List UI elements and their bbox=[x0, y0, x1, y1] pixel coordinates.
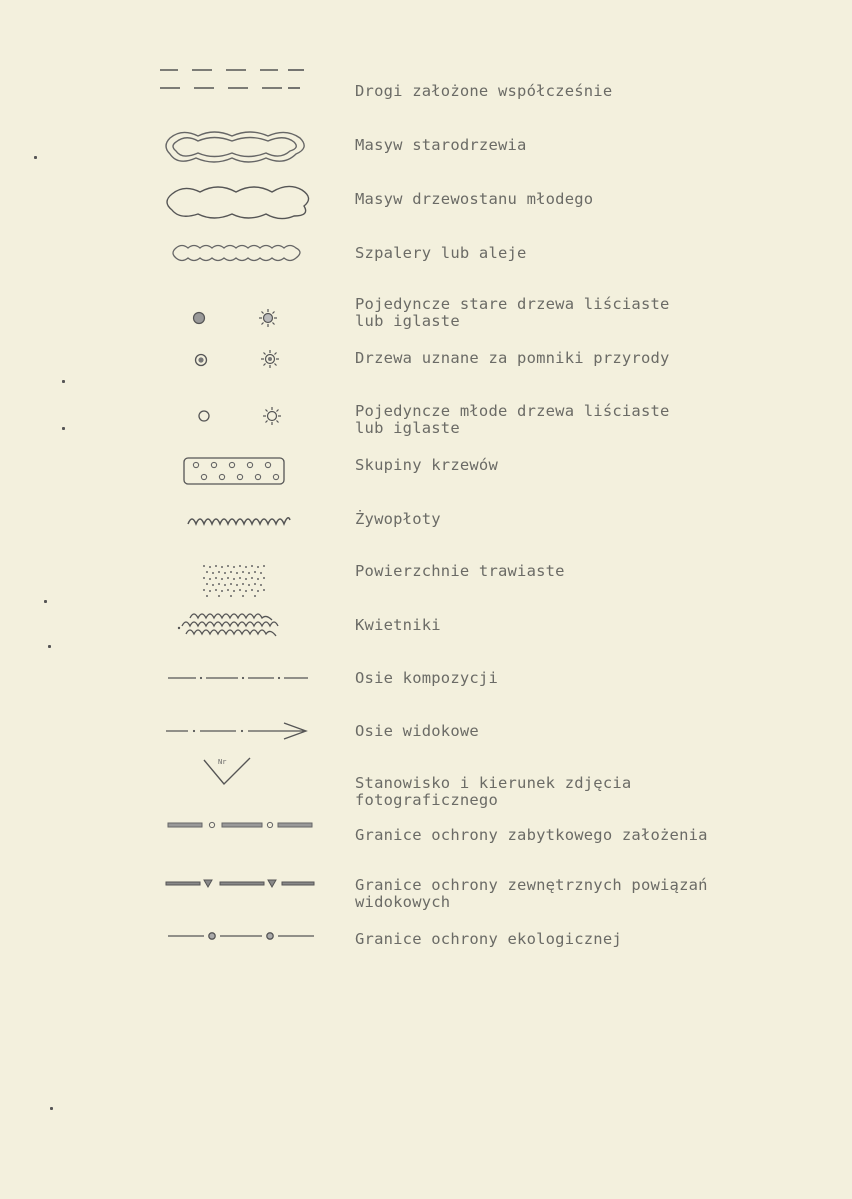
shrub-group-icon bbox=[182, 456, 290, 486]
composition-axis-icon bbox=[166, 672, 310, 684]
monument-protection-boundary-icon bbox=[166, 818, 316, 832]
legend-label: Granice ochrony zewnętrznych powiązań widokowych bbox=[355, 876, 708, 911]
ecological-protection-boundary-icon bbox=[166, 928, 316, 944]
margin-speck bbox=[50, 1107, 53, 1110]
legend-label: Pojedyncze młode drzewa liściaste lub iglaste bbox=[355, 402, 670, 437]
legend-label: Stanowisko i kierunek zdjęcia fotograficznego bbox=[355, 774, 632, 809]
old-tree-mass-icon bbox=[162, 126, 312, 170]
legend-label: Kwietniki bbox=[355, 616, 441, 634]
dashed-road-icon bbox=[158, 66, 308, 92]
grass-area-icon bbox=[200, 562, 268, 598]
legend-label: Skupiny krzewów bbox=[355, 456, 498, 474]
margin-speck bbox=[62, 380, 65, 383]
legend-label: Żywopłoty bbox=[355, 510, 441, 528]
legend-label: Osie kompozycji bbox=[355, 669, 498, 687]
old-single-tree-icon bbox=[190, 306, 280, 330]
photo-number-mark: Nr bbox=[218, 758, 227, 766]
photo-position-icon bbox=[200, 754, 260, 788]
legend-label: Pojedyncze stare drzewa liściaste lub iglaste bbox=[355, 295, 670, 330]
view-axis-icon bbox=[164, 720, 310, 742]
margin-speck bbox=[34, 156, 37, 159]
legend-label: Drogi założone współcześnie bbox=[355, 82, 613, 100]
legend-label: Granice ochrony ekologicznej bbox=[355, 930, 622, 948]
margin-speck bbox=[44, 600, 47, 603]
young-single-tree-icon bbox=[190, 404, 286, 428]
legend-label: Osie widokowe bbox=[355, 722, 479, 740]
legend-label: Masyw drzewostanu młodego bbox=[355, 190, 594, 208]
young-tree-mass-icon bbox=[162, 180, 316, 224]
tree-row-icon bbox=[172, 244, 306, 264]
legend-label: Szpalery lub aleje bbox=[355, 244, 527, 262]
natural-monument-tree-icon bbox=[190, 348, 280, 372]
hedge-icon bbox=[186, 512, 292, 528]
flowerbed-icon bbox=[176, 608, 286, 644]
legend-label: Powierzchnie trawiaste bbox=[355, 562, 565, 580]
view-protection-boundary-icon bbox=[164, 876, 316, 892]
legend-label: Drzewa uznane za pomniki przyrody bbox=[355, 349, 670, 367]
margin-speck bbox=[62, 427, 65, 430]
legend-label: Masyw starodrzewia bbox=[355, 136, 527, 154]
margin-speck bbox=[48, 645, 51, 648]
legend-label: Granice ochrony zabytkowego założenia bbox=[355, 826, 708, 844]
